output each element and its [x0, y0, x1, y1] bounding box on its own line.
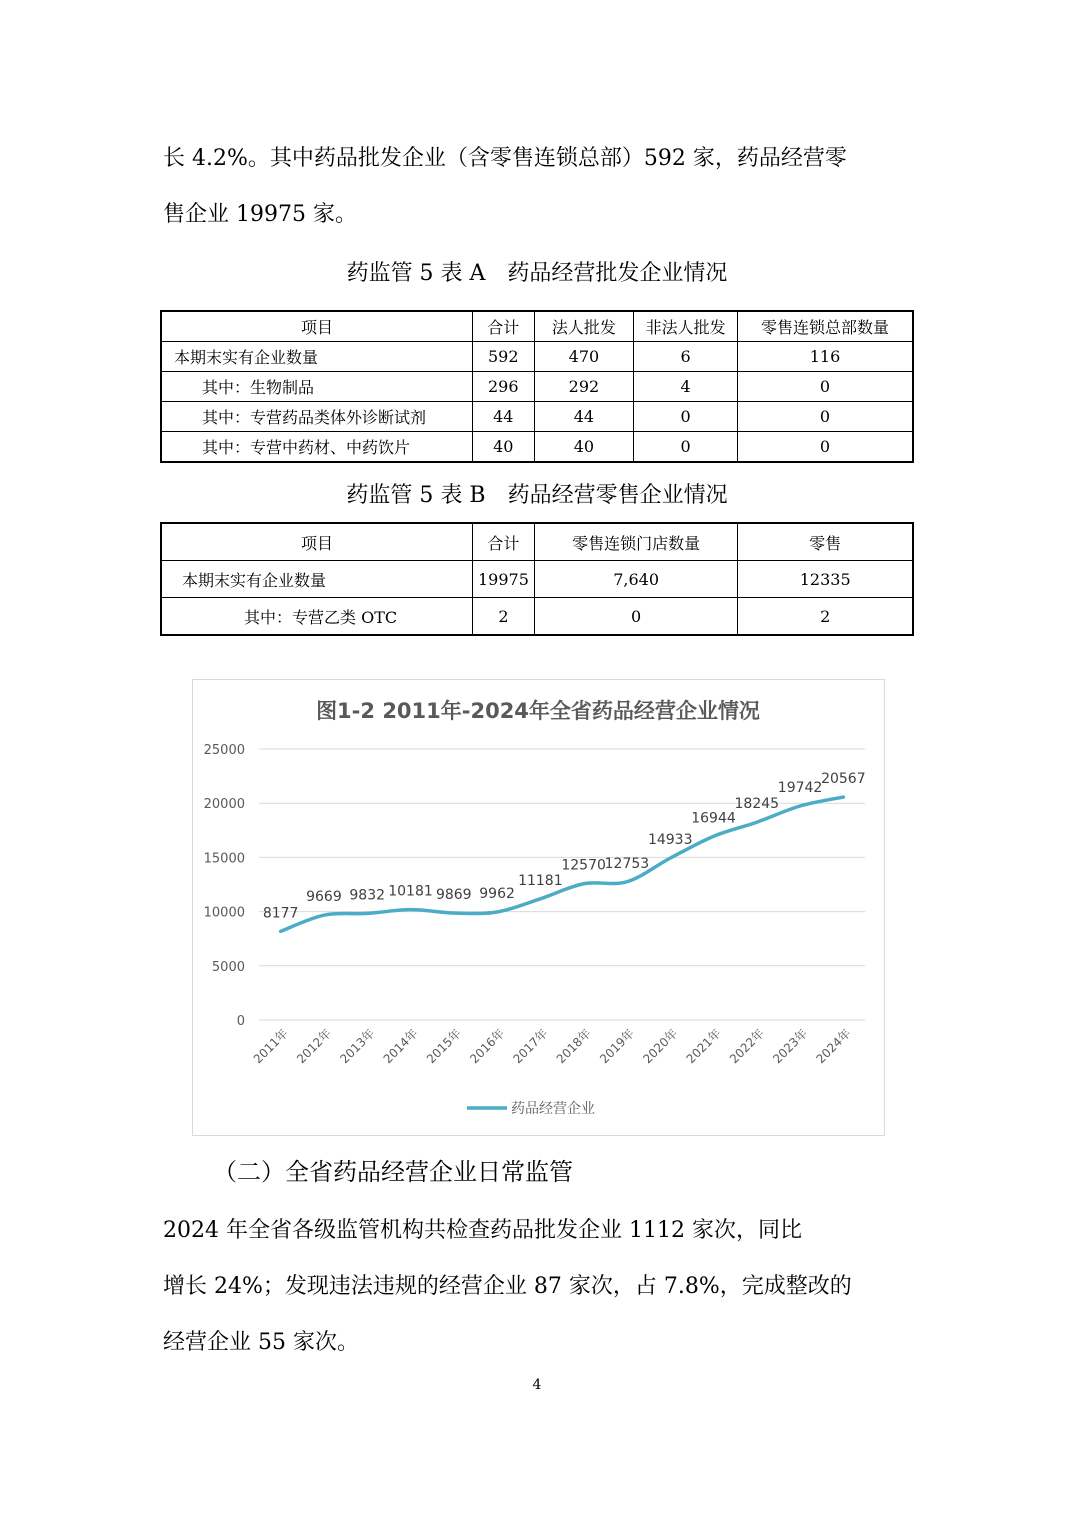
table-a [160, 310, 914, 463]
table-a-cell: 292 [534, 372, 634, 402]
chart-legend [467, 1100, 595, 1117]
table-a-header-row [161, 311, 913, 342]
x-tick-label: 2018年 [553, 1026, 594, 1067]
data-label: 9869 [435, 887, 472, 904]
data-label: 19742 [777, 779, 823, 796]
x-tick-label: 2014年 [380, 1026, 421, 1067]
table-a-cell: 44 [534, 402, 634, 432]
table-a-header: 法人批发 [534, 311, 634, 342]
data-label: 18245 [734, 796, 780, 813]
data-label: 12753 [604, 855, 650, 872]
data-label: 14933 [647, 832, 693, 849]
intro-line-1: 长 4.2%。其中药品批发企业（含零售连锁总部）592 家，药品经营零 [163, 146, 847, 171]
x-tick-label: 2012年 [294, 1026, 335, 1067]
x-tick-label: 2019年 [597, 1026, 638, 1067]
line-chart [193, 680, 884, 1135]
table-row [161, 372, 913, 402]
table-row [161, 598, 913, 636]
y-tick-label: 20000 [203, 797, 245, 813]
y-tick-label: 5000 [211, 959, 245, 975]
data-label: 11181 [518, 872, 563, 889]
data-label: 12570 [561, 857, 606, 874]
table-b-header: 零售 [738, 523, 913, 561]
legend-label: 药品经营企业 [511, 1101, 595, 1117]
table-a-cell: 40 [534, 432, 634, 463]
table-a-cell: 6 [634, 342, 738, 372]
y-tick-label: 10000 [203, 905, 245, 921]
data-label: 9962 [479, 886, 515, 903]
intro-line-2: 售企业 19975 家。 [163, 202, 357, 227]
x-tick-label: 2017年 [510, 1026, 551, 1067]
data-label: 8177 [262, 905, 299, 922]
x-tick-label: 2022年 [726, 1026, 767, 1067]
y-tick-label: 0 [236, 1014, 245, 1029]
table-a-cell: 本期末实有企业数量 [161, 342, 472, 372]
table-a-cell: 其中：专营中药材、中药饮片 [161, 432, 472, 463]
table-b-header: 零售连锁门店数量 [534, 523, 737, 561]
table-b-cell: 12335 [738, 561, 913, 598]
y-tick-label: 25000 [203, 743, 245, 758]
table-b-cell: 7,640 [534, 561, 737, 598]
table-b-caption: 药监管 5 表 B 药品经营零售企业情况 [346, 483, 728, 508]
table-b-cell: 2 [472, 598, 534, 636]
table-row [161, 402, 913, 432]
section-line-3: 经营企业 55 家次。 [163, 1330, 359, 1355]
table-b [160, 522, 914, 636]
table-row [161, 432, 913, 463]
chart-title: 图1-2 2011年-2024年全省药品经营企业情况 [316, 699, 760, 723]
table-a-cell: 0 [738, 402, 913, 432]
table-a-cell: 592 [472, 342, 534, 372]
data-label: 16944 [691, 810, 736, 827]
table-a-cell: 其中：生物制品 [161, 372, 472, 402]
table-a-header: 零售连锁总部数量 [738, 311, 913, 342]
x-tick-label: 2024年 [813, 1026, 854, 1067]
table-a-caption: 药监管 5 表 A 药品经营批发企业情况 [346, 261, 728, 286]
page-number: 4 [532, 1377, 542, 1393]
table-a-header: 项目 [161, 311, 472, 342]
table-a-header: 非法人批发 [634, 311, 738, 342]
table-b-cell: 本期末实有企业数量 [161, 561, 472, 598]
x-tick-label: 2020年 [640, 1026, 681, 1067]
table-a-cell: 0 [634, 432, 738, 463]
table-a-header: 合计 [472, 311, 534, 342]
x-tick-label: 2021年 [683, 1026, 724, 1067]
table-a-cell: 44 [472, 402, 534, 432]
table-a-cell: 470 [534, 342, 634, 372]
table-a-cell: 40 [472, 432, 534, 463]
table-b-cell: 19975 [472, 561, 534, 598]
table-b-header: 项目 [161, 523, 472, 561]
table-b-cell: 0 [534, 598, 737, 636]
section-heading: （二）全省药品经营企业日常监管 [213, 1158, 573, 1186]
x-tick-label: 2015年 [423, 1026, 464, 1067]
table-row [161, 342, 913, 372]
table-a-cell: 0 [738, 372, 913, 402]
section-line-2: 增长 24%；发现违法违规的经营企业 87 家次，占 7.8%，完成整改的 [163, 1274, 852, 1299]
table-a-cell: 4 [634, 372, 738, 402]
table-a-cell: 其中：专营药品类体外诊断试剂 [161, 402, 472, 432]
table-a-cell: 0 [634, 402, 738, 432]
x-tick-label: 2016年 [467, 1026, 508, 1067]
x-tick-label: 2013年 [337, 1026, 378, 1067]
data-label: 10181 [388, 883, 433, 900]
chart-container [192, 679, 885, 1136]
y-tick-label: 15000 [203, 851, 245, 867]
table-row [161, 561, 913, 598]
data-label: 20567 [821, 771, 866, 788]
table-b-header-row [161, 523, 913, 561]
table-b-cell: 其中：专营乙类 OTC [161, 598, 472, 636]
table-b-header: 合计 [472, 523, 534, 561]
data-label: 9832 [349, 887, 386, 904]
table-a-cell: 116 [738, 342, 913, 372]
table-b-cell: 2 [738, 598, 913, 636]
x-tick-label: 2011年 [250, 1026, 291, 1067]
table-a-cell: 0 [738, 432, 913, 463]
data-label: 9669 [306, 889, 342, 906]
table-a-cell: 296 [472, 372, 534, 402]
x-tick-label: 2023年 [770, 1026, 811, 1067]
section-line-1: 2024 年全省各级监管机构共检查药品批发企业 1112 家次，同比 [163, 1218, 802, 1243]
